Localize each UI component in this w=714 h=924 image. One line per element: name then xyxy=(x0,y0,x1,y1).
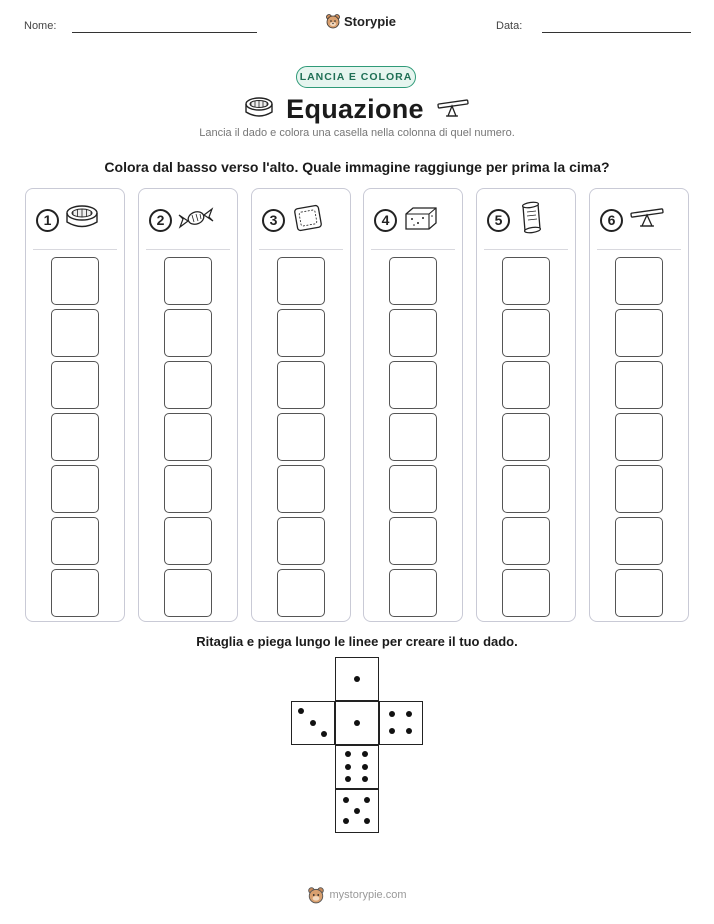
color-box[interactable] xyxy=(502,257,550,305)
die-face-3 xyxy=(291,701,335,745)
color-box[interactable] xyxy=(615,569,663,617)
color-box[interactable] xyxy=(389,465,437,513)
die-face-1 xyxy=(335,701,379,745)
die-pip xyxy=(406,711,412,717)
color-box[interactable] xyxy=(615,257,663,305)
color-box[interactable] xyxy=(277,569,325,617)
die-pip xyxy=(354,808,360,814)
activity-badge: LANCIA E COLORA xyxy=(296,66,416,88)
die-pip xyxy=(321,731,327,737)
color-box[interactable] xyxy=(502,309,550,357)
column-header xyxy=(374,203,456,237)
die-face-6 xyxy=(335,745,379,789)
scroll-icon xyxy=(516,201,546,240)
column-header xyxy=(36,203,118,237)
die-face-4 xyxy=(379,701,423,745)
seesaw-icon xyxy=(629,205,665,236)
dice-column-6 xyxy=(589,188,689,622)
die-pip xyxy=(345,776,351,782)
dice-column-1 xyxy=(25,188,125,622)
color-box[interactable] xyxy=(502,361,550,409)
die-pip xyxy=(310,720,316,726)
color-box[interactable] xyxy=(389,413,437,461)
color-box[interactable] xyxy=(502,517,550,565)
color-box[interactable] xyxy=(164,569,212,617)
column-number: 3 xyxy=(262,209,285,232)
name-label: Nome: xyxy=(24,20,57,32)
color-box[interactable] xyxy=(502,413,550,461)
color-box[interactable] xyxy=(389,517,437,565)
color-box[interactable] xyxy=(502,569,550,617)
question: Colora dal basso verso l'alto. Quale immagine raggiunge per prima la cima? xyxy=(104,159,610,175)
die-pip xyxy=(406,728,412,734)
die-instruction: Ritaglia e piega lungo le linee per creare il tuo dado. xyxy=(196,634,518,649)
color-box[interactable] xyxy=(615,309,663,357)
column-header xyxy=(487,203,569,237)
color-box[interactable] xyxy=(615,413,663,461)
bear-icon xyxy=(307,886,325,904)
date-line[interactable] xyxy=(542,32,691,33)
color-box[interactable] xyxy=(164,413,212,461)
color-box[interactable] xyxy=(277,361,325,409)
die-pip xyxy=(298,708,304,714)
footer xyxy=(0,886,714,904)
die-face-1 xyxy=(335,657,379,701)
die-pip xyxy=(362,764,368,770)
sponge-icon xyxy=(403,204,439,237)
color-box[interactable] xyxy=(389,257,437,305)
color-box[interactable] xyxy=(51,361,99,409)
die-pip xyxy=(354,720,360,726)
die-pip xyxy=(364,797,370,803)
color-box[interactable] xyxy=(51,309,99,357)
die-pip xyxy=(343,818,349,824)
dice-column-5 xyxy=(476,188,576,622)
die-pip xyxy=(362,751,368,757)
column-divider xyxy=(33,249,117,250)
dice-column-2 xyxy=(138,188,238,622)
color-box[interactable] xyxy=(277,309,325,357)
brand-name: Storypie xyxy=(344,13,397,29)
color-box[interactable] xyxy=(389,309,437,357)
column-header xyxy=(600,203,682,237)
pool-icon xyxy=(244,96,274,122)
color-box[interactable] xyxy=(277,257,325,305)
column-divider xyxy=(146,249,230,250)
color-box[interactable] xyxy=(51,257,99,305)
color-box[interactable] xyxy=(164,361,212,409)
color-box[interactable] xyxy=(164,517,212,565)
die-pip xyxy=(389,711,395,717)
color-box[interactable] xyxy=(164,309,212,357)
column-divider xyxy=(371,249,455,250)
die-face-5 xyxy=(335,789,379,833)
color-box[interactable] xyxy=(615,517,663,565)
column-divider xyxy=(259,249,343,250)
color-box[interactable] xyxy=(615,465,663,513)
pool-icon xyxy=(65,203,99,238)
seesaw-icon xyxy=(436,97,470,121)
color-box[interactable] xyxy=(277,465,325,513)
bear-icon xyxy=(325,13,341,29)
name-line[interactable] xyxy=(72,32,257,33)
candy-icon xyxy=(178,205,214,236)
footer-url: mystorypie.com xyxy=(329,889,407,901)
die-pip xyxy=(364,818,370,824)
page-title: Equazione xyxy=(286,93,424,124)
column-divider xyxy=(484,249,568,250)
die-pip xyxy=(389,728,395,734)
color-box[interactable] xyxy=(389,569,437,617)
towel-icon xyxy=(291,203,325,238)
subtitle: Lancia il dado e colora una casella nella colonna di quel numero. xyxy=(199,127,515,139)
color-box[interactable] xyxy=(389,361,437,409)
die-pip xyxy=(345,751,351,757)
column-divider xyxy=(597,249,681,250)
column-header xyxy=(262,203,344,237)
color-box[interactable] xyxy=(51,569,99,617)
brand-logo xyxy=(325,13,396,29)
column-number: 1 xyxy=(36,209,59,232)
die-pip xyxy=(343,797,349,803)
color-box[interactable] xyxy=(51,517,99,565)
column-number: 4 xyxy=(374,209,397,232)
date-label: Data: xyxy=(496,20,523,32)
die-pip xyxy=(345,764,351,770)
title-row xyxy=(0,91,714,127)
die-pip xyxy=(362,776,368,782)
dice-column-4 xyxy=(363,188,463,622)
color-box[interactable] xyxy=(277,413,325,461)
color-box[interactable] xyxy=(502,465,550,513)
die-pip xyxy=(354,676,360,682)
dice-column-3 xyxy=(251,188,351,622)
column-header xyxy=(149,203,231,237)
color-box[interactable] xyxy=(615,361,663,409)
column-number: 2 xyxy=(149,209,172,232)
color-box[interactable] xyxy=(164,257,212,305)
column-number: 6 xyxy=(600,209,623,232)
color-box[interactable] xyxy=(51,413,99,461)
color-box[interactable] xyxy=(277,517,325,565)
color-box[interactable] xyxy=(164,465,212,513)
column-number: 5 xyxy=(487,209,510,232)
color-box[interactable] xyxy=(51,465,99,513)
